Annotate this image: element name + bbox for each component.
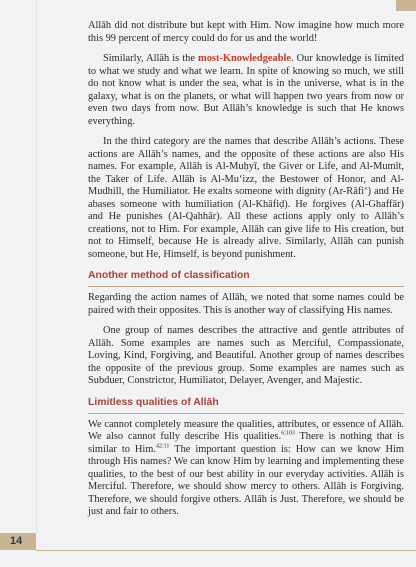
footnote-ref: 42:11 bbox=[155, 443, 170, 450]
section-heading-classification: Another method of classification bbox=[88, 270, 250, 281]
margin-divider bbox=[36, 0, 37, 533]
section-heading-limitless: Limitless qualities of Allāh bbox=[88, 396, 219, 408]
heading-underline bbox=[88, 413, 404, 414]
paragraph-knowledgeable: Similarly, Allāh is the most-Knowledgeable. Our knowledge is limited to what we study and what we learn. In spite of knowing so much, we still do not know what is under the sea, what is in the universe, what is in the galaxy, what is on the planets, or what will happen two years from now or even two days from now. But Allāh’s knowledge is such that He knows everything. bbox=[88, 53, 404, 127]
paragraph-limitless bbox=[88, 419, 404, 519]
paragraph-groups: One group of names describes the attractive and gentle attributes of Allāh. Some examples are names such as Merciful, Compassionate, Loving, Kind, Forgiving, and Beautiful. Another group of names describes the opposite of the previous group. Some examples are names such as Subduer, Constrictor, Humiliator, Delayer, Avenger, and Majestic. bbox=[88, 325, 404, 386]
page-body bbox=[88, 20, 404, 527]
keyword-most-knowledgeable: most-Knowledgeable bbox=[198, 53, 291, 64]
paragraph-pairs: Regarding the action names of Allāh, we noted that some names could be paired with their opposites. This is another way of classifying His names. bbox=[88, 292, 404, 316]
footer-rule bbox=[36, 550, 416, 551]
footnote-ref: 6:103 bbox=[281, 430, 295, 437]
paragraph-action-names: In the third category are the names that describe Allāh’s actions. These actions are Allāh’s names, and the opposite of these actions are also His names. For example, Allāh is Al-Muḥyī, the Giver or Life, and Al-Mumīt, the Taker of Life. Allāh is Al-Mu‘izz, the Bestower of Honor, and Al-Mudhill, the Humiliator. He exalts someone with dignity (Ar-Rāfi‘) and He abases someone with humiliation (Al-Khāfiḍ). He forgives (Al-Ghaffār) and He punishes (Al-Qahhār). All these actions apply only to Allāh’s creations, not to Him. For example, Allāh can give life to His creation, but not to Himself, because He is already alive. Similarly, Allāh can punish someone, but He, Himself, is beyond punishment. bbox=[88, 136, 404, 260]
paragraph-mercy: Allāh did not distribute but kept with Him. Now imagine how much more this 99 percent of mercy could do for us and the world! bbox=[88, 20, 404, 44]
heading-underline bbox=[88, 286, 404, 287]
paragraph-text: Similarly, Allāh bbox=[103, 53, 170, 64]
page-number: 14 bbox=[10, 535, 23, 547]
top-corner-tab bbox=[396, 0, 416, 11]
paragraph-text: The important question is: How can we know Him through His names? We can know Him by learning and implementing these qualities, to the best of our best ability in our everyday activities. Allāh is Merciful. Therefore, we should show mercy to others. Allāh is Forgiving. Therefore, we should forgive others. Allāh is Just. Therefore, we should be just and fair to others. bbox=[88, 443, 404, 517]
paragraph-text: There is nothing that is similar to Him. bbox=[88, 431, 404, 455]
paragraph-text: . Our knowledge is limited to what we study and what we learn. In spite of knowing so much, we still do not know what is under the sea, what is in the universe, what is in the galaxy, what is on the planets, or what will happen two years from now or even two days from now. But Allāh’s knowledge is such that He knows everything. bbox=[88, 53, 404, 127]
paragraph-text: We cannot completely measure the qualities, attributes, or essence of Allāh. We also cannot fully describe His qualities. bbox=[88, 418, 404, 442]
